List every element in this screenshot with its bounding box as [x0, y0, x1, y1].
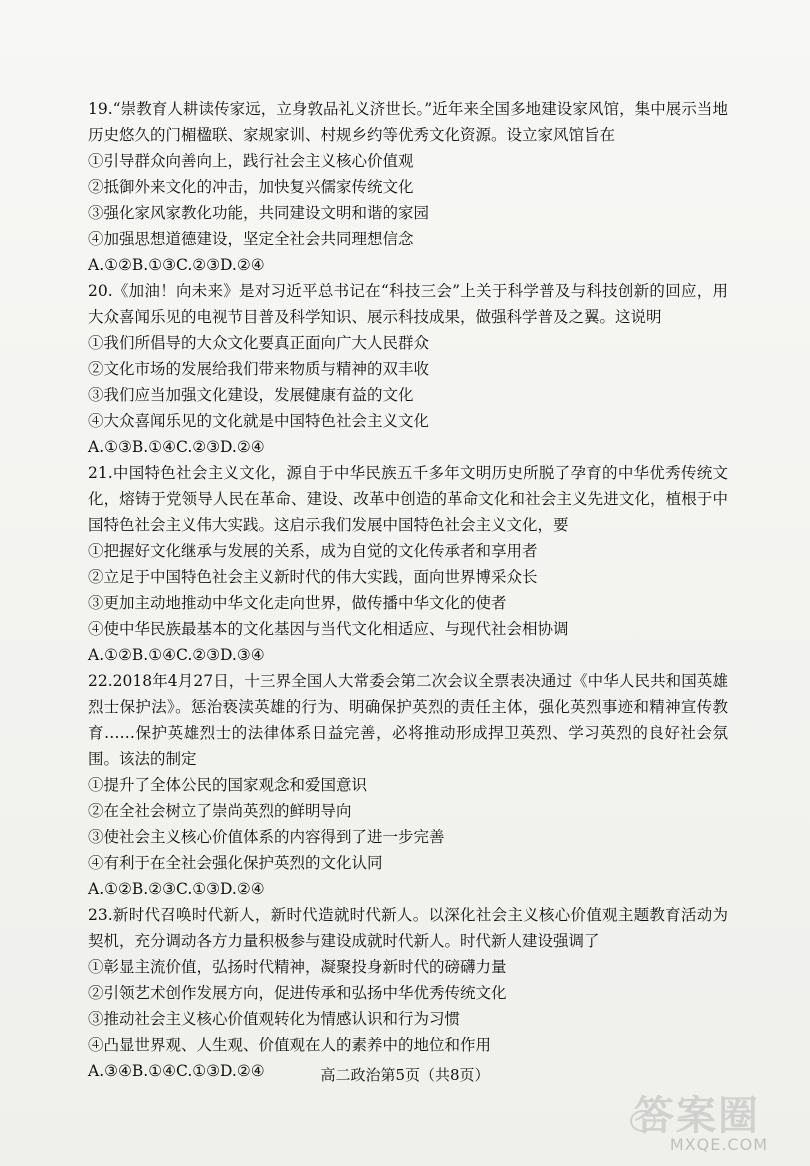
question-23 — [88, 902, 728, 1084]
question-stem: 22.2018年4月27日，十三界全国人大常委会第二次会议全票表决通过《中华人民共和国英雄烈士保护法》。惩治亵渎英雄的行为、明确保护英烈的责任主体，强化英烈事迹和精神宣传教育……保护英雄烈士的法律体系日益完善，必将推动形成捍卫英烈、学习英烈的良好社会氛围。该法的制定 — [88, 672, 728, 768]
answer-choices: A.③④B.①④C.①③D.②④ — [88, 1062, 265, 1080]
option-3: ③推动社会主义核心价值观转化为情感认识和行为习惯 — [88, 1010, 461, 1028]
option-4: ④有利于在全社会强化保护英烈的文化认同 — [88, 854, 383, 872]
option-3: ③我们应当加强文化建设，发展健康有益的文化 — [88, 386, 414, 404]
option-3: ③更加主动地推动中华文化走向世界，做传播中华文化的使者 — [88, 594, 507, 612]
question-20 — [88, 278, 728, 460]
question-stem: 19.“崇教育人耕读传家远，立身敦品礼义济世长。”近年来全国多地建设家风馆，集中展示当地历史悠久的门楣楹联、家规家训、村规乡约等优秀文化资源。设立家风馆旨在 — [88, 100, 728, 144]
answer-choices: A.①③B.①④C.②③D.②④ — [88, 438, 265, 456]
option-1: ①引导群众向善向上，践行社会主义核心价值观 — [88, 152, 414, 170]
option-2: ②抵御外来文化的冲击，加快复兴儒家传统文化 — [88, 178, 414, 196]
option-2: ②在全社会树立了崇尚英烈的鲜明导向 — [88, 802, 352, 820]
question-21 — [88, 460, 728, 668]
option-3: ③强化家风家教化功能，共同建设文明和谐的家园 — [88, 204, 430, 222]
option-2: ②文化市场的发展给我们带来物质与精神的双丰收 — [88, 360, 430, 378]
option-2: ②立足于中国特色社会主义新时代的伟大实践，面向世界博采众长 — [88, 568, 538, 586]
question-stem: 23.新时代召唤时代新人，新时代造就时代新人。以深化社会主义核心价值观主题教育活动为契机，充分调动各方力量积极参与建设成就时代新人。时代新人建设强调了 — [88, 906, 728, 950]
question-stem: 20.《加油！向未来》是对习近平总书记在“科技三会”上关于科学普及与科技创新的回应，用大众喜闻乐见的电视节目普及科学知识、展示科技成果，做强科学普及之翼。这说明 — [88, 282, 728, 326]
question-22 — [88, 668, 728, 902]
option-4: ④使中华民族最基本的文化基因与当代文化相适应、与现代社会相协调 — [88, 620, 569, 638]
question-stem: 21.中国特色社会主义文化，源自于中华民族五千多年文明历史所脱了孕育的中华优秀传统文化，熔铸于党领导人民在革命、建设、改革中创造的革命文化和社会主义先进文化，植根于中国特色社会主义伟大实践。这启示我们发展中国特色社会主义文化，要 — [88, 464, 728, 534]
option-4: ④加强思想道德建设，坚定全社会共同理想信念 — [88, 230, 414, 248]
watermark-site: MXQE.COM — [669, 1135, 768, 1154]
option-4: ④大众喜闻乐见的文化就是中国特色社会主义文化 — [88, 412, 430, 430]
option-1: ①提升了全体公民的国家观念和爱国意识 — [88, 776, 368, 794]
question-19 — [88, 96, 728, 278]
question-list — [88, 96, 728, 1084]
answer-choices: A.①②B.①④C.②③D.③④ — [88, 646, 265, 664]
option-3: ③使社会主义核心价值体系的内容得到了进一步完善 — [88, 828, 445, 846]
watermark — [630, 1084, 780, 1154]
answer-choices: A.①②B.①③C.②③D.②④ — [88, 256, 265, 274]
option-2: ②引领艺术创作发展方向，促进传承和弘扬中华优秀传统文化 — [88, 984, 507, 1002]
option-1: ①我们所倡导的大众文化要真正面向广大人民群众 — [88, 334, 430, 352]
watermark-logo: 答案圈 — [634, 1093, 760, 1139]
option-4: ④凸显世界观、人生观、价值观在人的素养中的地位和作用 — [88, 1036, 492, 1054]
page-footer: 高二政治第5页（共8页） — [320, 1066, 490, 1084]
option-1: ①彰显主流价值，弘扬时代精神，凝聚投身新时代的磅礴力量 — [88, 958, 507, 976]
option-1: ①把握好文化继承与发展的关系，成为自觉的文化传承者和享用者 — [88, 542, 538, 560]
answer-choices: A.①②B.②③C.①③D.②④ — [88, 880, 265, 898]
